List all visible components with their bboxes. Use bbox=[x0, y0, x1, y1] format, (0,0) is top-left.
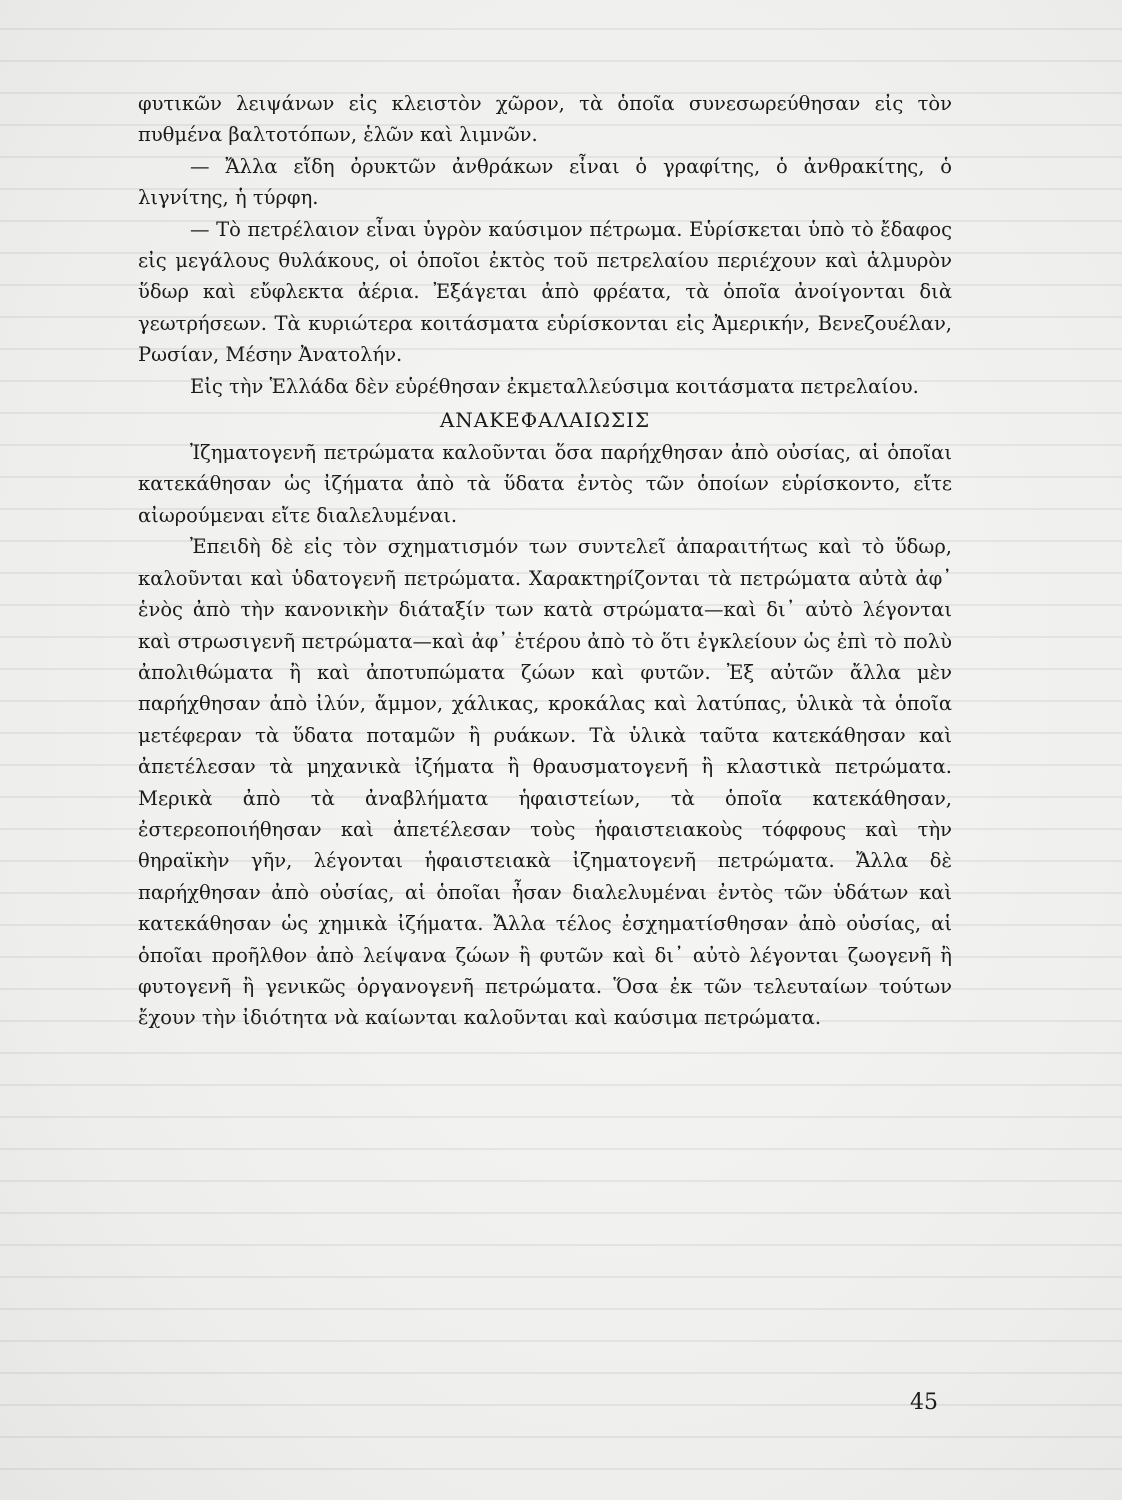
section-heading: ΑΝΑΚΕΦΑΛΑΙΩΣΙΣ bbox=[439, 408, 651, 433]
paragraph-petroleum: — Τὸ πετρέλαιον εἶναι ὑγρὸν καύσιμον πέτρωμα. Εὑρίσκεται ὑπὸ τὸ ἔδαφος εἰς μεγάλους θυλάκους, οἱ ὁποῖοι ἐκτὸς τοῦ πετρελαίου περιέχουν καὶ ἁλμυρὸν ὕδωρ καὶ εὔφλεκτα ἀέρια. Ἐξάγεται ἀπὸ φρέατα, τὰ ὁποῖα ἀνοίγονται διὰ γεωτρήσεων. Τὰ κυριώτερα κοιτάσματα εὑρίσκονται εἰς Ἀμερικήν, Βενεζουέλαν, Ρωσίαν, Μέσην Ἀνατολήν. bbox=[138, 217, 952, 367]
paragraph-continuation: φυτικῶν λειψάνων εἰς κλειστὸν χῶρον, τὰ ὁποῖα συνεσωρεύθησαν εἰς τὸν πυθμένα βαλτοτόπων, ἑλῶν καὶ λιμνῶν. bbox=[138, 92, 952, 147]
paragraph-summary-body: Ἐπειδὴ δὲ εἰς τὸν σχηματισμόν των συντελεῖ ἀπαραιτήτως καὶ τὸ ὕδωρ, καλοῦνται καὶ ὑδατογενῆ πετρώματα. Χαρακτηρίζονται τὰ πετρώματα αὐτὰ ἀφ᾽ ἑνὸς ἀπὸ τὴν κανονικὴν διάταξίν των κατὰ στρώματα—καὶ δι᾽ αὐτὸ λέγονται καὶ στρωσιγενῆ πετρώματα—καὶ ἀφ᾽ ἑτέρου ἀπὸ τὸ ὅτι ἐγκλείουν ὡς ἐπὶ τὸ πολὺ ἀπολιθώματα ἢ καὶ ἀποτυπώματα ζώων καὶ φυτῶν. Ἐξ αὐτῶν ἄλλα μὲν παρήχθησαν ἀπὸ ἰλύν, ἄμμον, χάλικας, κροκάλας καὶ λατύπας, ὑλικὰ τὰ ὁποῖα μετέφεραν τὰ ὕδατα ποταμῶν ἢ ρυάκων. Τὰ ὑλικὰ ταῦτα κατεκάθησαν καὶ ἀπετέλεσαν τὰ μηχανικὰ ἰζήματα ἢ θραυσματογενῆ ἢ κλαστικὰ πετρώματα. Μερικὰ ἀπὸ τὰ ἀναβλήματα ἡφαιστείων, τὰ ὁποῖα κατεκάθησαν, ἐστερεοποιήθησαν καὶ ἀπετέλεσαν τοὺς ἡφαιστειακοὺς τόφφους καὶ τὴν θηραϊκὴν γῆν, λέγονται ἡφαιστειακὰ ἰζηματογενῆ πετρώματα. Ἄλλα δὲ παρήχθησαν ἀπὸ οὐσίας, αἱ ὁποῖαι ἦσαν διαλελυμέναι ἐντὸς τῶν ὑδάτων καὶ κατεκάθησαν ὡς χημικὰ ἰζήματα. Ἄλλα τέλος ἐσχηματίσθησαν ἀπὸ οὐσίας, αἱ ὁποῖαι προῆλθον ἀπὸ λείψανα ζώων ἢ φυτῶν καὶ δι᾽ αὐτὸ λέγονται ζωογενῆ ἢ φυτογενῆ ἢ γενικῶς ὀργανογενῆ πετρώματα. Ὅσα ἐκ τῶν τελευταίων τούτων ἔχουν τὴν ἰδιότητα νὰ καίωνται καλοῦνται καὶ καύσιμα πετρώματα. bbox=[138, 535, 952, 1030]
paragraph-summary-definition: Ἰζηματογενῆ πετρώματα καλοῦνται ὅσα παρήχθησαν ἀπὸ οὐσίας, αἱ ὁποῖαι κατεκάθησαν ὡς ἰζήματα ἀπὸ τὰ ὕδατα ἐντὸς τῶν ὁποίων εὑρίσκοντο, εἴτε αἰωρούμεναι εἴτε διαλελυμέναι. bbox=[138, 441, 952, 527]
paragraph-coal-types: — Ἄλλα εἴδη ὀρυκτῶν ἀνθράκων εἶναι ὁ γραφίτης, ὁ ἀνθρακίτης, ὁ λιγνίτης, ἡ τύρφη. bbox=[138, 154, 952, 210]
text-column bbox=[138, 88, 952, 1034]
paragraph-greece: Εἰς τὴν Ἑλλάδα δὲν εὑρέθησαν ἐκμεταλλεύσιμα κοιτάσματα πετρελαίου. bbox=[190, 374, 919, 398]
page-number: 45 bbox=[910, 1390, 938, 1415]
